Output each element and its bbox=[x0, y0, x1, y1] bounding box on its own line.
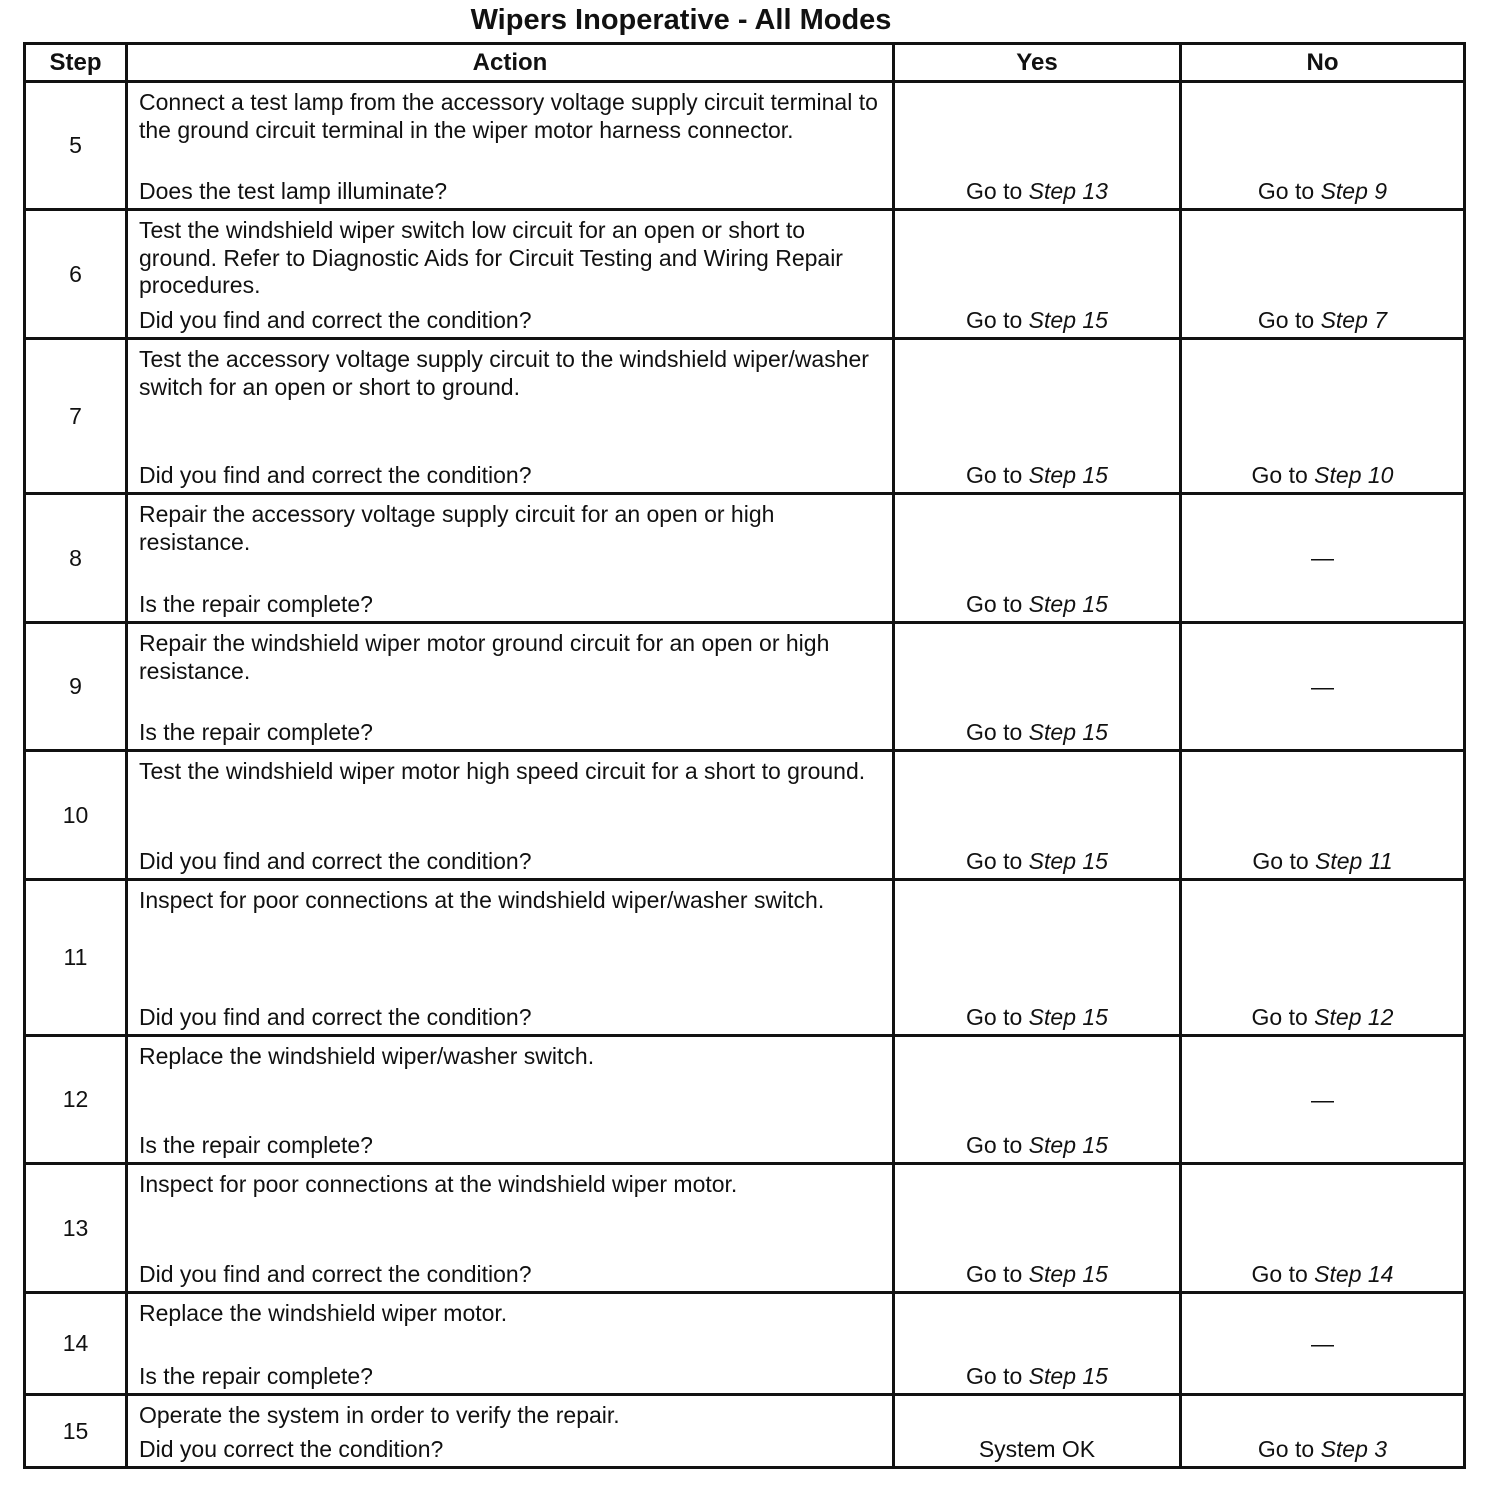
no-cell bbox=[1181, 1036, 1465, 1164]
goto-prefix: Go to bbox=[966, 848, 1023, 874]
action-instruction: Connect a test lamp from the accessory voltage supply circuit terminal to the ground circuit terminal in the wiper motor harness connector. bbox=[139, 89, 878, 143]
no-result bbox=[1182, 178, 1463, 205]
table-row bbox=[25, 1036, 1465, 1164]
dash-placeholder: — bbox=[1311, 1086, 1334, 1112]
step-number: 5 bbox=[25, 82, 127, 210]
step-number: 6 bbox=[25, 210, 127, 339]
yes-cell bbox=[894, 210, 1181, 339]
action-cell bbox=[127, 880, 894, 1036]
action-cell bbox=[127, 82, 894, 210]
yes-result bbox=[895, 591, 1179, 618]
header-step: Step bbox=[25, 44, 127, 82]
no-content bbox=[1182, 1037, 1463, 1162]
no-content bbox=[1182, 624, 1463, 749]
yes-content bbox=[895, 1165, 1179, 1291]
no-cell bbox=[1181, 880, 1465, 1036]
diagnostic-table bbox=[23, 42, 1466, 1469]
step-reference: Step 15 bbox=[1028, 307, 1108, 333]
no-cell bbox=[1181, 751, 1465, 880]
yes-result bbox=[895, 1132, 1179, 1159]
action-content bbox=[128, 340, 892, 492]
step-reference: Step 3 bbox=[1320, 1436, 1388, 1462]
action-content bbox=[128, 881, 892, 1034]
action-cell bbox=[127, 1036, 894, 1164]
step-reference: Step 13 bbox=[1028, 178, 1108, 204]
no-result bbox=[1182, 1261, 1463, 1288]
yes-content bbox=[895, 1037, 1179, 1162]
goto-prefix: Go to bbox=[1251, 1261, 1308, 1287]
action-content bbox=[128, 752, 892, 878]
header-no: No bbox=[1181, 44, 1465, 82]
action-content bbox=[128, 1037, 892, 1162]
step-number: 9 bbox=[25, 623, 127, 751]
yes-content bbox=[895, 881, 1179, 1034]
yes-result bbox=[895, 462, 1179, 489]
dash-placeholder: — bbox=[1311, 1330, 1334, 1356]
no-cell bbox=[1181, 1164, 1465, 1293]
action-question: Did you find and correct the condition? bbox=[139, 1004, 532, 1030]
table-row bbox=[25, 339, 1465, 494]
yes-cell bbox=[894, 880, 1181, 1036]
action-content bbox=[128, 1294, 892, 1393]
yes-result bbox=[895, 1004, 1179, 1031]
table-row bbox=[25, 1293, 1465, 1395]
no-cell bbox=[1181, 82, 1465, 210]
table-row bbox=[25, 494, 1465, 623]
step-reference: Step 14 bbox=[1314, 1261, 1394, 1287]
action-cell bbox=[127, 1164, 894, 1293]
action-content bbox=[128, 83, 892, 208]
goto-prefix: Go to bbox=[1252, 848, 1309, 874]
action-question: Did you find and correct the condition? bbox=[139, 307, 532, 333]
goto-prefix: Go to bbox=[966, 178, 1023, 204]
goto-prefix: Go to bbox=[966, 1132, 1023, 1158]
action-content bbox=[128, 624, 892, 749]
step-number: 8 bbox=[25, 494, 127, 623]
yes-content bbox=[895, 495, 1179, 621]
goto-prefix: Go to bbox=[966, 719, 1023, 745]
no-cell bbox=[1181, 623, 1465, 751]
step-number: 10 bbox=[25, 751, 127, 880]
no-result bbox=[1182, 1004, 1463, 1031]
action-cell bbox=[127, 339, 894, 494]
goto-prefix: Go to bbox=[966, 591, 1023, 617]
action-instruction: Test the accessory voltage supply circuit to the windshield wiper/washer switch for an open or short to ground. bbox=[139, 346, 869, 400]
action-instruction: Repair the accessory voltage supply circuit for an open or high resistance. bbox=[139, 501, 775, 555]
yes-result bbox=[895, 1363, 1179, 1390]
step-number: 14 bbox=[25, 1293, 127, 1395]
action-instruction: Operate the system in order to verify the repair. bbox=[139, 1402, 620, 1428]
goto-prefix: Go to bbox=[966, 307, 1023, 333]
yes-result-text: System OK bbox=[978, 1436, 1096, 1462]
goto-prefix: Go to bbox=[1257, 1436, 1315, 1462]
yes-cell bbox=[894, 1395, 1181, 1468]
no-content bbox=[1182, 1396, 1463, 1466]
no-cell bbox=[1181, 210, 1465, 339]
action-cell bbox=[127, 751, 894, 880]
yes-content bbox=[895, 211, 1179, 337]
yes-content bbox=[895, 83, 1179, 208]
no-content bbox=[1182, 752, 1463, 878]
action-instruction: Replace the windshield wiper/washer switch. bbox=[139, 1043, 595, 1069]
step-reference: Step 15 bbox=[1028, 1261, 1108, 1287]
action-question: Did you find and correct the condition? bbox=[139, 462, 532, 488]
action-question: Does the test lamp illuminate? bbox=[139, 178, 448, 204]
action-question: Did you find and correct the condition? bbox=[139, 1261, 532, 1287]
action-instruction: Test the windshield wiper switch low circuit for an open or short to ground. Refer to Diagnostic Aids for Circuit Testing and Wiring Repair procedures. bbox=[139, 217, 843, 298]
no-cell bbox=[1181, 494, 1465, 623]
goto-prefix: Go to bbox=[1257, 178, 1315, 204]
action-cell bbox=[127, 1293, 894, 1395]
action-content bbox=[128, 495, 892, 621]
page-title: Wipers Inoperative - All Modes bbox=[470, 4, 892, 36]
yes-cell bbox=[894, 339, 1181, 494]
yes-result bbox=[895, 1261, 1179, 1288]
step-reference: Step 15 bbox=[1028, 719, 1108, 745]
step-reference: Step 9 bbox=[1320, 178, 1388, 204]
action-question: Is the repair complete? bbox=[139, 1363, 373, 1389]
yes-content bbox=[895, 1294, 1179, 1393]
step-number: 12 bbox=[25, 1036, 127, 1164]
no-cell bbox=[1181, 1395, 1465, 1468]
no-content bbox=[1182, 340, 1463, 492]
action-instruction: Repair the windshield wiper motor ground circuit for an open or high resistance. bbox=[139, 630, 830, 684]
goto-prefix: Go to bbox=[1257, 307, 1315, 333]
table-body bbox=[25, 82, 1465, 1468]
table-row bbox=[25, 880, 1465, 1036]
table-row bbox=[25, 623, 1465, 751]
no-result bbox=[1182, 307, 1463, 334]
action-cell bbox=[127, 1395, 894, 1468]
no-content bbox=[1182, 83, 1463, 208]
step-reference: Step 15 bbox=[1028, 1363, 1108, 1389]
header-row bbox=[25, 44, 1465, 82]
yes-result bbox=[895, 178, 1179, 205]
no-result bbox=[1182, 462, 1463, 489]
yes-content bbox=[895, 340, 1179, 492]
action-question: Did you correct the condition? bbox=[139, 1436, 444, 1462]
yes-cell bbox=[894, 494, 1181, 623]
no-cell bbox=[1181, 1293, 1465, 1395]
table-row bbox=[25, 210, 1465, 339]
yes-cell bbox=[894, 1036, 1181, 1164]
step-number: 7 bbox=[25, 339, 127, 494]
no-cell bbox=[1181, 339, 1465, 494]
goto-prefix: Go to bbox=[1251, 1004, 1308, 1030]
no-result bbox=[1182, 848, 1463, 875]
action-content bbox=[128, 1165, 892, 1291]
step-reference: Step 10 bbox=[1314, 462, 1394, 488]
no-content bbox=[1182, 495, 1463, 621]
yes-cell bbox=[894, 82, 1181, 210]
action-question: Did you find and correct the condition? bbox=[139, 848, 532, 874]
action-question: Is the repair complete? bbox=[139, 1132, 373, 1158]
no-content bbox=[1182, 1294, 1463, 1393]
yes-content bbox=[895, 1396, 1179, 1466]
action-cell bbox=[127, 623, 894, 751]
yes-cell bbox=[894, 751, 1181, 880]
yes-content bbox=[895, 752, 1179, 878]
step-reference: Step 15 bbox=[1028, 1004, 1108, 1030]
goto-prefix: Go to bbox=[966, 1261, 1023, 1287]
yes-result bbox=[895, 307, 1179, 334]
table-row bbox=[25, 82, 1465, 210]
step-number: 13 bbox=[25, 1164, 127, 1293]
yes-cell bbox=[894, 623, 1181, 751]
action-instruction: Replace the windshield wiper motor. bbox=[139, 1300, 508, 1326]
header-action: Action bbox=[127, 44, 894, 82]
yes-cell bbox=[894, 1164, 1181, 1293]
step-reference: Step 15 bbox=[1028, 462, 1108, 488]
step-reference: Step 15 bbox=[1028, 848, 1108, 874]
goto-prefix: Go to bbox=[966, 1363, 1023, 1389]
step-reference: Step 15 bbox=[1028, 1132, 1108, 1158]
step-reference: Step 11 bbox=[1315, 848, 1393, 874]
action-question: Is the repair complete? bbox=[139, 719, 373, 745]
table-row bbox=[25, 1395, 1465, 1468]
action-content bbox=[128, 1396, 892, 1466]
table-row bbox=[25, 1164, 1465, 1293]
yes-content bbox=[895, 624, 1179, 749]
step-reference: Step 12 bbox=[1314, 1004, 1394, 1030]
action-cell bbox=[127, 210, 894, 339]
step-reference: Step 7 bbox=[1320, 307, 1388, 333]
dash-placeholder: — bbox=[1311, 673, 1334, 699]
table-row bbox=[25, 751, 1465, 880]
step-reference: Step 15 bbox=[1028, 591, 1108, 617]
dash-placeholder: — bbox=[1311, 544, 1334, 571]
step-number: 15 bbox=[25, 1395, 127, 1468]
goto-prefix: Go to bbox=[966, 462, 1023, 488]
no-content bbox=[1182, 211, 1463, 337]
action-question: Is the repair complete? bbox=[139, 591, 373, 617]
action-content bbox=[128, 211, 892, 337]
action-instruction: Inspect for poor connections at the windshield wiper motor. bbox=[139, 1171, 738, 1197]
step-number: 11 bbox=[25, 880, 127, 1036]
yes-result bbox=[895, 848, 1179, 875]
action-instruction: Inspect for poor connections at the windshield wiper/washer switch. bbox=[139, 887, 825, 913]
action-cell bbox=[127, 494, 894, 623]
action-instruction: Test the windshield wiper motor high speed circuit for a short to ground. bbox=[139, 758, 866, 784]
yes-result bbox=[895, 719, 1179, 746]
goto-prefix: Go to bbox=[966, 1004, 1023, 1030]
no-content bbox=[1182, 881, 1463, 1034]
no-result bbox=[1182, 1436, 1463, 1463]
goto-prefix: Go to bbox=[1251, 462, 1308, 488]
header-yes: Yes bbox=[894, 44, 1181, 82]
yes-cell bbox=[894, 1293, 1181, 1395]
no-content bbox=[1182, 1165, 1463, 1291]
